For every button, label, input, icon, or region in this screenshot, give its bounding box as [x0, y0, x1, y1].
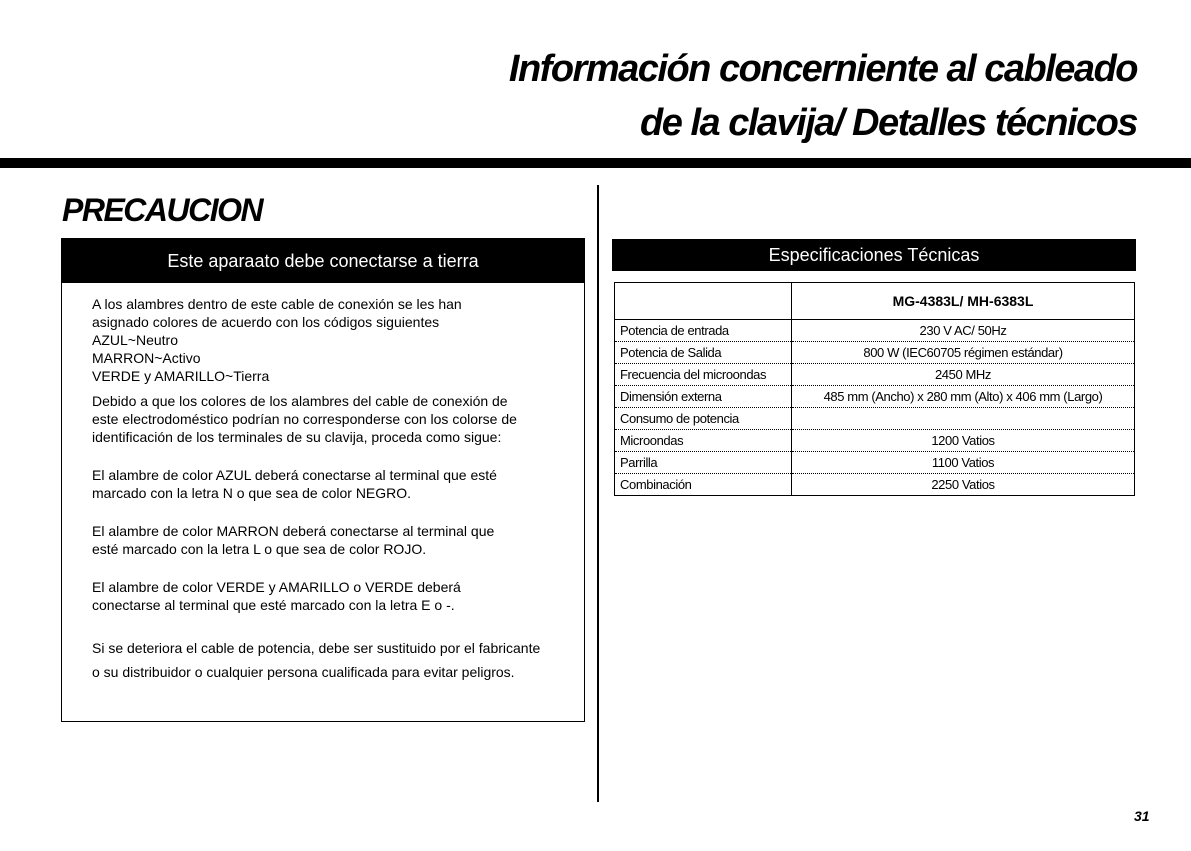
- table-row: [615, 364, 1135, 386]
- page-title-line-2: de la clavija/ Detalles técnicos: [640, 102, 1137, 144]
- spec-label: Microondas: [615, 430, 792, 452]
- table-row: [615, 342, 1135, 364]
- text-line: identificación de los terminales de su clavija, proceda como sigue:: [92, 429, 502, 445]
- text-line: conectarse al terminal que esté marcado con la letra E o -.: [92, 597, 455, 613]
- table-row: [615, 430, 1135, 452]
- spec-value: [792, 408, 1135, 430]
- text-line: Debido a que los colores de los alambres del cable de conexión de: [92, 393, 508, 409]
- spec-label: Combinación: [615, 474, 792, 496]
- damaged-cable-paragraph: [92, 636, 578, 684]
- text-line: AZUL~Neutro: [92, 332, 178, 348]
- text-line: El alambre de color VERDE y AMARILLO o VERDE deberá: [92, 579, 461, 595]
- spec-value: 230 V AC/ 50Hz: [792, 320, 1135, 342]
- text-line: VERDE y AMARILLO~Tierra: [92, 368, 270, 384]
- spec-label: Frecuencia del microondas: [615, 364, 792, 386]
- table-row: [615, 320, 1135, 342]
- text-line: asignado colores de acuerdo con los códigos siguientes: [92, 314, 440, 330]
- spec-value: 1200 Vatios: [792, 430, 1135, 452]
- spec-value: 485 mm (Ancho) x 280 mm (Alto) x 406 mm (Largo): [792, 386, 1135, 408]
- green-yellow-wire-paragraph: [92, 578, 578, 614]
- spec-label: Dimensión externa: [615, 386, 792, 408]
- table-row: [615, 408, 1135, 430]
- blue-wire-paragraph: [92, 466, 578, 502]
- specs-table: [614, 282, 1135, 496]
- column-divider: [597, 185, 599, 802]
- text-line: o su distribuidor o cualquier persona cualificada para evitar peligros.: [92, 664, 515, 680]
- text-line: Si se deteriora el cable de potencia, debe ser sustituido por el fabricante: [92, 640, 541, 656]
- text-line: A los alambres dentro de este cable de conexión se les han: [92, 296, 462, 312]
- header-rule: [0, 158, 1191, 168]
- spec-value: 2250 Vatios: [931, 477, 995, 492]
- spec-label: Potencia de Salida: [615, 342, 792, 364]
- page-number: 31: [1134, 808, 1150, 824]
- instructions-paragraph: [92, 392, 578, 446]
- warning-box: [61, 238, 585, 722]
- spec-value: 1100 Vatios: [792, 452, 1135, 474]
- table-row: [615, 452, 1135, 474]
- color-codes-paragraph: [92, 295, 578, 385]
- brown-wire-paragraph: [92, 522, 578, 558]
- table-header-row: [615, 283, 1135, 320]
- specs-title: Especificaciones Técnicas: [612, 239, 1136, 271]
- table-header-empty-cell: [615, 283, 792, 320]
- model-number: MG-4383L/ MH-6383L: [792, 283, 1135, 320]
- table-row: [615, 474, 1135, 496]
- warning-box-title: Este aparaato debe conectarse a tierra: [62, 239, 584, 283]
- text-line: este electrodoméstico podrían no corresponderse con los colorse de: [92, 411, 517, 427]
- text-line: marcado con la letra N o que sea de color NEGRO.: [92, 485, 412, 501]
- spec-value: 2450 MHz: [792, 364, 1135, 386]
- warning-box-body: [92, 295, 578, 684]
- page-title-line-1: Información concerniente al cableado: [508, 48, 1137, 90]
- spec-value: 800 W (IEC60705 régimen estándar): [792, 342, 1135, 364]
- text-line: esté marcado con la letra L o que sea de color ROJO.: [92, 541, 427, 557]
- spec-label: Consumo de potencia: [615, 408, 792, 430]
- precaution-heading: PRECAUCION: [62, 192, 263, 228]
- text-line: MARRON~Activo: [92, 350, 201, 366]
- text-line: El alambre de color MARRON deberá conectarse al terminal que: [92, 523, 495, 539]
- text-line: El alambre de color AZUL deberá conectarse al terminal que esté: [92, 467, 497, 483]
- spec-label: Potencia de entrada: [615, 320, 792, 342]
- table-row: [615, 386, 1135, 408]
- spec-label: Parrilla: [615, 452, 792, 474]
